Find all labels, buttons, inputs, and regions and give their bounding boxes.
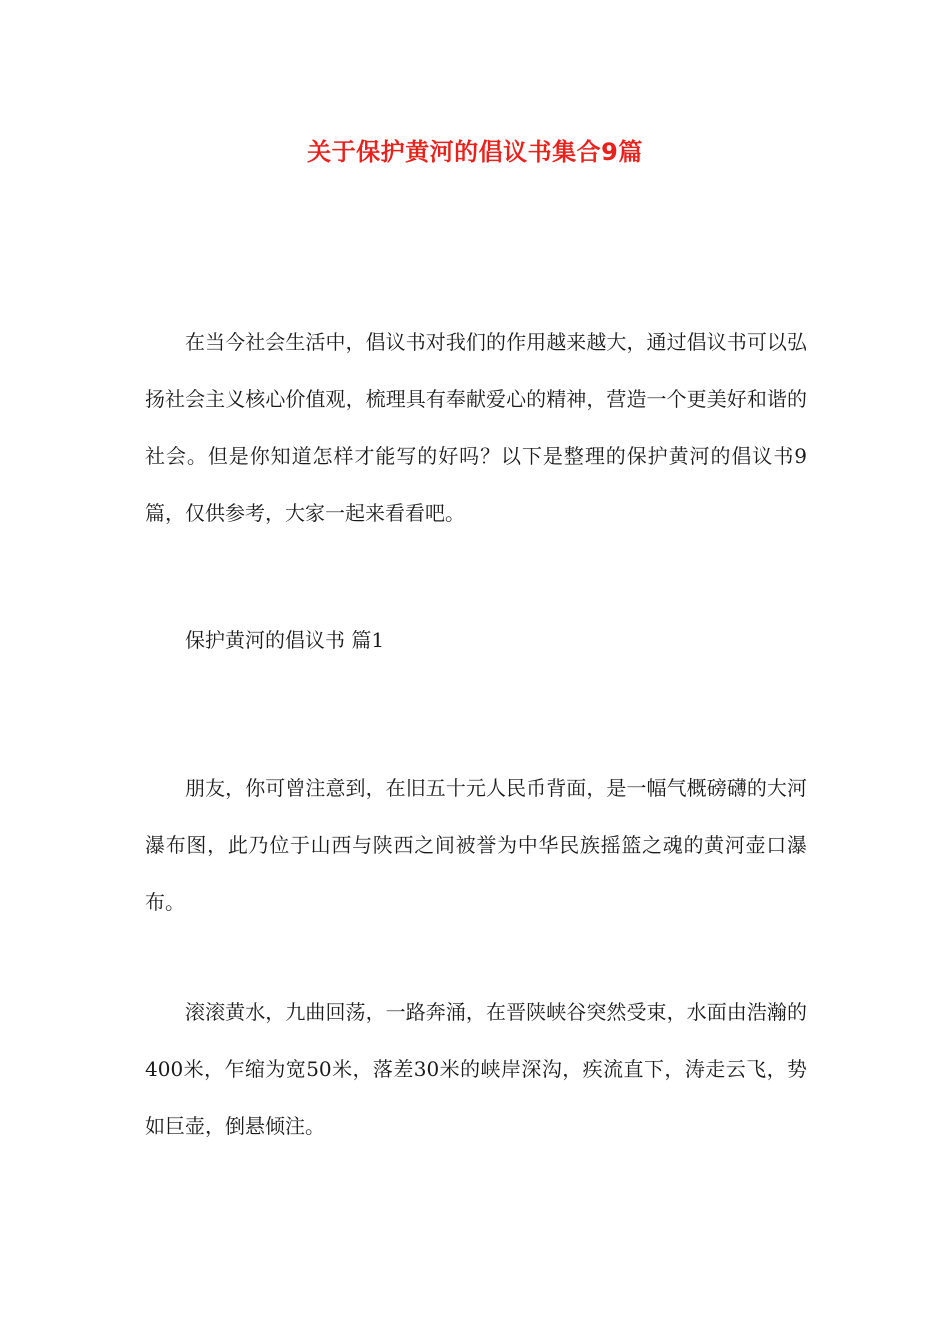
document-title: 关于保护黄河的倡议书集合9篇	[307, 138, 643, 166]
intro-paragraph: 在当今社会生活中，倡议书对我们的作用越来越大，通过倡议书可以弘扬社会主义核心价值观，梳理具有奉献爱心的精神，营造一个更美好和谐的社会。但是你知道怎样才能写的好吗？以下是整理的保护黄河的倡议书9篇，仅供参考，大家一起来看看吧。	[145, 330, 807, 525]
body-paragraph: 滚滚黄水，九曲回荡，一路奔涌，在晋陕峡谷突然受束，水面由浩瀚的400米，乍缩为宽50米，落差30米的峡岸深沟，疾流直下，涛走云飞，势如巨壶，倒悬倾注。	[145, 1000, 807, 1138]
section-heading: 保护黄河的倡议书 篇1	[185, 628, 385, 652]
body-paragraph: 朋友，你可曾注意到，在旧五十元人民币背面，是一幅气概磅礴的大河瀑布图，此乃位于山西与陕西之间被誉为中华民族摇篮之魂的黄河壶口瀑布。	[145, 776, 807, 914]
